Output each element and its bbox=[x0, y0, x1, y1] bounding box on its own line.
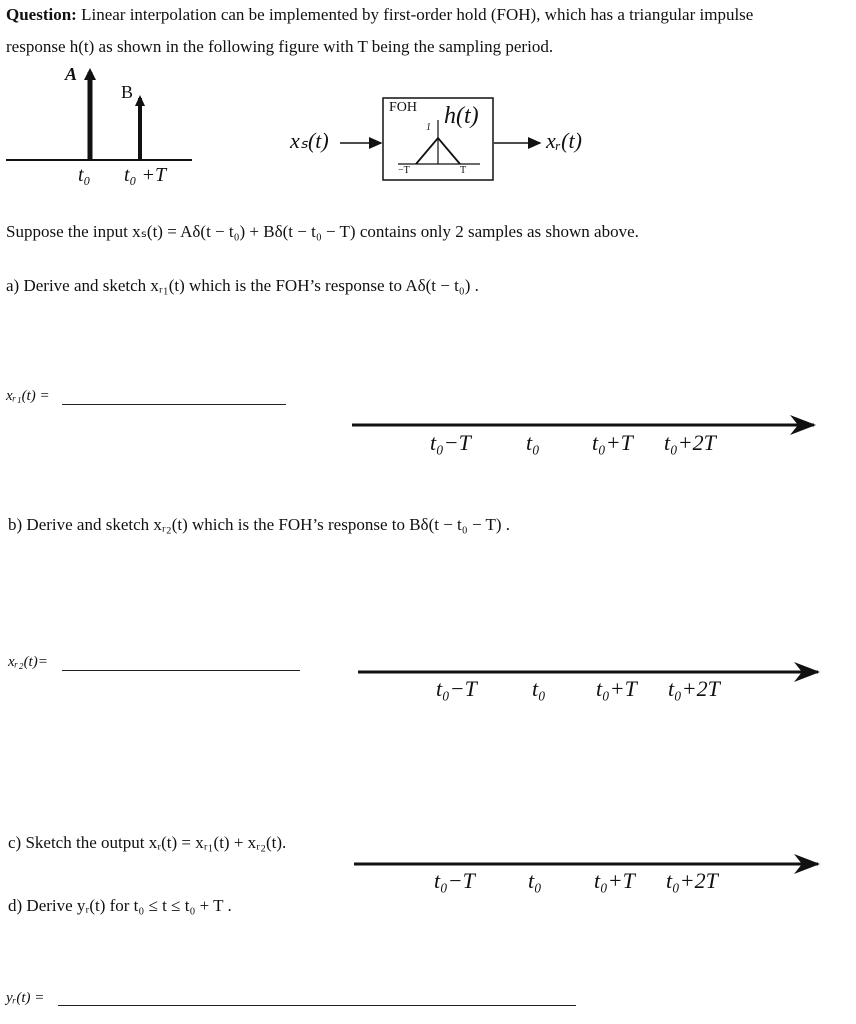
tick-t0: t₀ bbox=[78, 164, 91, 186]
suppose-text: Suppose the input xₛ(t) = Aδ(t − t₀) + Bδ(t − t₀ − T) contains only 2 samples as shown above. bbox=[6, 222, 639, 241]
output-xr-label: xᵣ(t) bbox=[546, 128, 582, 153]
part-b-answer-line[interactable] bbox=[62, 670, 300, 671]
part-a-answer-line[interactable] bbox=[62, 404, 286, 405]
tick-t0-plus-T: t₀ +T bbox=[124, 164, 167, 186]
question-text-2: response h(t) as shown in the following figure with T being the sampling period. bbox=[6, 37, 554, 56]
axis-a-tick-3: t₀+T bbox=[592, 430, 633, 455]
part-b-text: b) Derive and sketch xᵣ₂(t) which is the FOH’s response to Bδ(t − t₀ − T) . bbox=[8, 515, 511, 534]
pos-T-label: T bbox=[460, 165, 467, 176]
part-a-text: a) Derive and sketch xᵣ₁(t) which is the FOH’s response to Aδ(t − t₀) . bbox=[6, 276, 479, 295]
foh-label: FOH bbox=[389, 100, 418, 115]
axis-a-tick-2: t₀ bbox=[526, 430, 540, 455]
question-label: Question: bbox=[6, 5, 77, 24]
part-d-answer-line[interactable] bbox=[58, 1005, 576, 1006]
axis-b-tick-3: t₀+T bbox=[596, 676, 637, 701]
peak-label: 1 bbox=[426, 122, 431, 133]
axis-b-tick-4: t₀+2T bbox=[668, 676, 720, 701]
axis-b-tick-2: t₀ bbox=[532, 676, 546, 701]
axis-c-tick-1: t₀−T bbox=[434, 868, 475, 893]
question-text-1: Linear interpolation can be implemented by first-order hold (FOH), which has a triangular impulse bbox=[81, 5, 754, 24]
impulse-a-label: A bbox=[65, 64, 78, 84]
impulse-b-label: B bbox=[121, 82, 134, 102]
axis-a-tick-1: t₀−T bbox=[430, 430, 471, 455]
part-d-answer-label: yᵣ(t) = bbox=[6, 990, 45, 1006]
impulse-b-arrow bbox=[135, 95, 145, 106]
part-a-answer-label: xᵣ₁(t) = bbox=[6, 388, 50, 404]
axis-c-tick-3: t₀+T bbox=[594, 868, 635, 893]
axis-c-tick-4: t₀+2T bbox=[666, 868, 718, 893]
axis-b-tick-1: t₀−T bbox=[436, 676, 477, 701]
axis-a-tick-4: t₀+2T bbox=[664, 430, 716, 455]
part-c-text: c) Sketch the output xᵣ(t) = xᵣ₁(t) + xᵣ₂(t). bbox=[8, 833, 287, 852]
part-b-answer-label: xᵣ₂(t)= bbox=[8, 654, 48, 670]
axis-c-tick-2: t₀ bbox=[528, 868, 542, 893]
part-d-text: d) Derive yᵣ(t) for t₀ ≤ t ≤ t₀ + T . bbox=[8, 896, 232, 915]
impulse-a-arrow bbox=[84, 68, 96, 80]
input-xs-label: xₛ(t) bbox=[290, 128, 329, 153]
neg-T-label: −T bbox=[398, 165, 410, 176]
h-label: h(t) bbox=[444, 103, 479, 129]
